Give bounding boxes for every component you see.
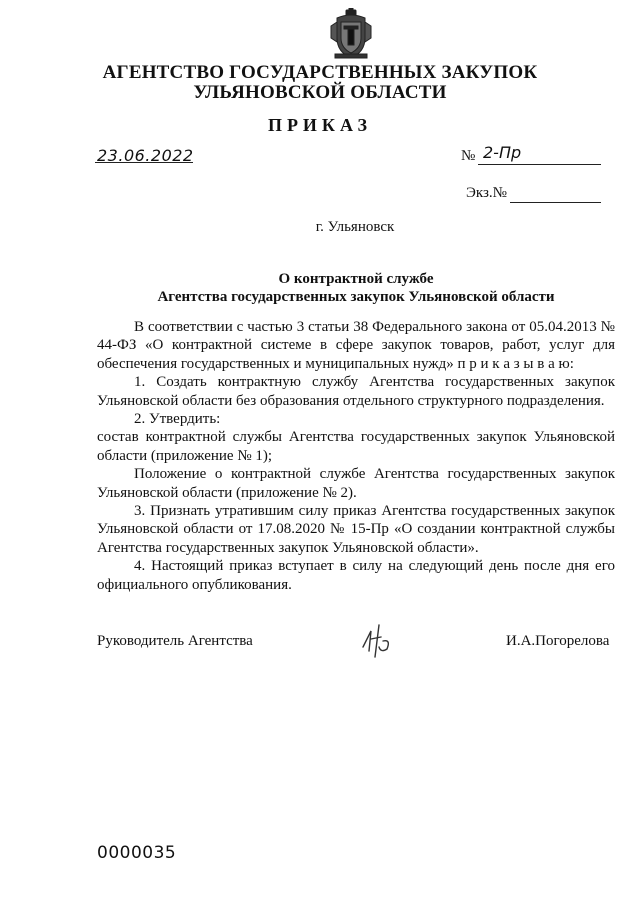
paragraph-item-1: 1. Создать контрактную службу Агентства государственных закупок Ульяновской области без образования отдельного структурного подразделения. [97,374,615,409]
document-number: 2-Пр [483,143,522,162]
copy-number-label: Экз.№ [466,185,507,201]
order-body [97,318,615,594]
agency-name-line2: УЛЬЯНОВСКОЙ ОБЛАСТИ [193,82,447,103]
document-date: 23.06.2022 [97,146,194,165]
handwritten-signature-icon [357,617,397,659]
date-underline [95,162,193,163]
serial-number: 0000035 [97,843,177,863]
signer-title: Руководитель Агентства [97,633,253,649]
subject-line1: О контрактной службе [278,271,434,287]
copy-number-underline [510,202,601,203]
signer-name: И.А.Погорелова [506,633,610,649]
city: г. Ульяновск [315,219,395,235]
document-type: ПРИКАЗ [267,115,373,135]
paragraph-preamble: В соответствии с частью 3 статьи 38 Федерального закона от 05.04.2013 № 44-ФЗ «О контрактной системе в сфере закупок товаров, работ, услуг для обеспечения государственных и муниципальных нужд» п р и к а з ы в а ю: [97,319,615,372]
subject-line2: Агентства государственных закупок Ульяновской области [157,289,555,305]
agency-name-line1: АГЕНТСТВО ГОСУДАРСТВЕННЫХ ЗАКУПОК [102,62,538,83]
paragraph-item-2: 2. Утвердить: [134,411,221,428]
paragraph-item-3: 3. Признать утратившим силу приказ Агентства государственных закупок Ульяновской области от 17.08.2020 № 15-Пр «О создании контрактной службы Агентства государственных закупок Ульяновской области». [97,503,615,556]
paragraph-item-2-sub-2: Положение о контрактной службе Агентства государственных закупок Ульяновской области (приложение № 2). [97,466,615,501]
coat-of-arms-icon [329,8,373,60]
number-underline [478,164,601,165]
paragraph-item-2-sub-1: состав контрактной службы Агентства государственных закупок Ульяновской области (приложение № 1); [97,429,615,464]
paragraph-item-4: 4. Настоящий приказ вступает в силу на следующий день после дня его официального опубликования. [97,558,615,593]
number-label: № [461,148,476,164]
